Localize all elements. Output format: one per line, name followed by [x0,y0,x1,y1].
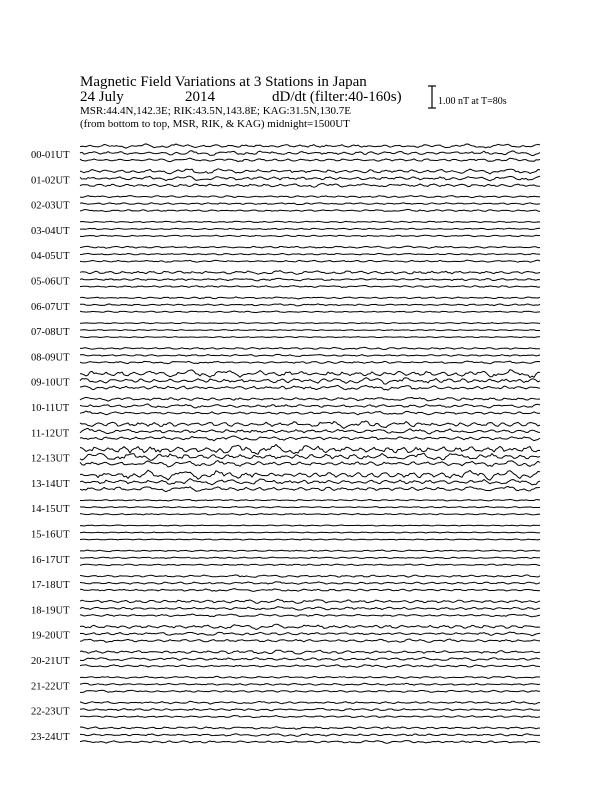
station-trace-rik [80,607,540,610]
hour-label: 15-16UT [31,529,70,541]
station-trace-msr [80,286,540,288]
station-trace-kag [80,470,540,480]
station-trace-kag [80,421,540,429]
station-trace-rik [80,557,540,558]
station-trace-kag [80,297,540,299]
station-trace-msr [80,716,540,718]
date-day: 24 July [80,89,124,105]
station-trace-msr [80,614,540,617]
station-trace-rik [80,657,540,660]
hour-row [31,575,540,592]
hour-label: 18-19UT [31,605,70,617]
station-trace-rik [80,582,540,585]
hour-row [31,676,540,692]
station-coordinates: MSR:44.4N,142.3E; RIK:43.5N,143.8E; KAG:31.5N,130.7E [80,105,352,117]
station-trace-kag [80,323,540,324]
hour-label: 22-23UT [31,706,70,718]
hour-row [31,144,540,162]
station-trace-rik [80,683,540,685]
station-trace-kag [80,599,540,603]
station-trace-msr [80,539,540,540]
scale-bar [428,86,507,108]
station-trace-kag [80,169,540,174]
station-trace-msr [80,260,540,262]
scale-bar-label: 1.00 nT at T=80s [438,96,507,107]
hour-label: 21-22UT [31,681,70,693]
station-trace-rik [80,507,540,509]
station-trace-msr [80,741,540,744]
station-trace-rik [80,304,540,306]
station-trace-rik [80,203,540,205]
station-trace-msr [80,385,540,390]
hour-row [31,169,540,187]
station-trace-rik [80,253,540,255]
hour-label: 14-15UT [31,504,70,516]
quantity-label: dD/dt (filter:40-160s) [272,89,402,105]
hour-row [31,525,540,541]
station-trace-rik [80,404,540,408]
station-trace-rik [80,479,540,485]
hour-row [31,550,540,566]
station-trace-kag [80,397,540,401]
station-trace-kag [80,347,540,349]
station-trace-kag [80,676,540,678]
station-trace-msr [80,665,540,668]
hour-label: 03-04UT [31,225,70,237]
hour-label: 00-01UT [31,150,70,161]
station-trace-msr [80,514,540,516]
hour-row [31,397,540,414]
hour-row [31,221,540,237]
station-trace-kag [80,701,540,704]
hour-label: 23-24UT [31,731,70,743]
hour-row [31,271,540,288]
hour-row [31,246,540,262]
station-trace-kag [80,727,540,730]
hour-row [31,499,540,515]
hour-rows [31,144,540,743]
date-year: 2014 [185,89,215,105]
hour-label: 04-05UT [31,251,70,263]
hour-label: 19-20UT [31,630,70,642]
station-trace-kag [80,624,540,629]
station-trace-msr [80,411,540,415]
hour-row [31,650,540,667]
station-trace-msr [80,311,540,313]
station-trace-rik [80,532,540,533]
station-trace-msr [80,184,540,188]
hour-row [31,370,540,391]
station-trace-kag [80,144,540,148]
hour-label: 13-14UT [31,478,70,490]
station-trace-msr [80,235,540,237]
hour-label: 17-18UT [31,580,70,592]
hour-label: 20-21UT [31,656,70,667]
station-trace-rik [80,734,540,736]
hour-row [31,297,540,313]
station-trace-kag [80,271,540,275]
hour-row [31,445,540,467]
hour-row [31,421,540,441]
hour-label: 05-06UT [31,276,70,288]
station-trace-msr [80,461,540,467]
station-trace-kag [80,650,540,654]
station-trace-kag [80,370,540,378]
hour-label: 11-12UT [31,428,70,440]
hour-label: 09-10UT [31,377,70,389]
station-trace-kag [80,499,540,501]
station-trace-kag [80,196,540,198]
hour-row [31,470,540,492]
hour-label: 16-17UT [31,554,70,566]
station-trace-msr [80,564,540,566]
station-trace-msr [80,487,540,492]
station-trace-msr [80,158,540,162]
station-trace-kag [80,246,540,248]
station-trace-kag [80,445,540,455]
station-trace-msr [80,690,540,692]
station-trace-rik [80,151,540,156]
station-trace-rik [80,632,540,636]
station-trace-msr [80,589,540,592]
station-trace-rik [80,354,540,356]
station-trace-msr [80,436,540,441]
station-trace-rik [80,708,540,711]
station-trace-msr [80,639,540,642]
station-trace-rik [80,378,540,384]
hour-label: 08-09UT [31,352,70,364]
hour-row [31,701,540,717]
station-trace-rik [80,453,540,460]
hour-row [31,347,540,364]
hour-row [31,599,540,617]
station-trace-msr [80,337,540,338]
station-order-note: (from bottom to top, MSR, RIK, & KAG) midnight=1500UT [80,118,350,130]
station-trace-rik [80,228,540,229]
station-trace-rik [80,278,540,281]
station-trace-msr [80,209,540,211]
station-trace-msr [80,361,540,364]
station-trace-kag [80,221,540,223]
hour-label: 10-11UT [31,403,70,414]
station-trace-rik [80,428,540,434]
chart-title: Magnetic Field Variations at 3 Stations in Japan [80,74,367,90]
station-trace-kag [80,550,540,552]
hour-row [31,624,540,642]
station-trace-kag [80,575,540,577]
hour-label: 07-08UT [31,327,70,339]
hour-label: 01-02UT [31,175,70,187]
hour-row [31,727,540,744]
hour-row [31,323,540,339]
station-trace-kag [80,525,540,526]
station-trace-rik [80,176,540,181]
hour-label: 06-07UT [31,301,70,313]
station-trace-rik [80,330,540,331]
hour-label: 02-03UT [31,200,70,212]
chart-header [80,74,402,130]
hour-row [31,196,540,212]
hour-label: 12-13UT [31,453,70,465]
